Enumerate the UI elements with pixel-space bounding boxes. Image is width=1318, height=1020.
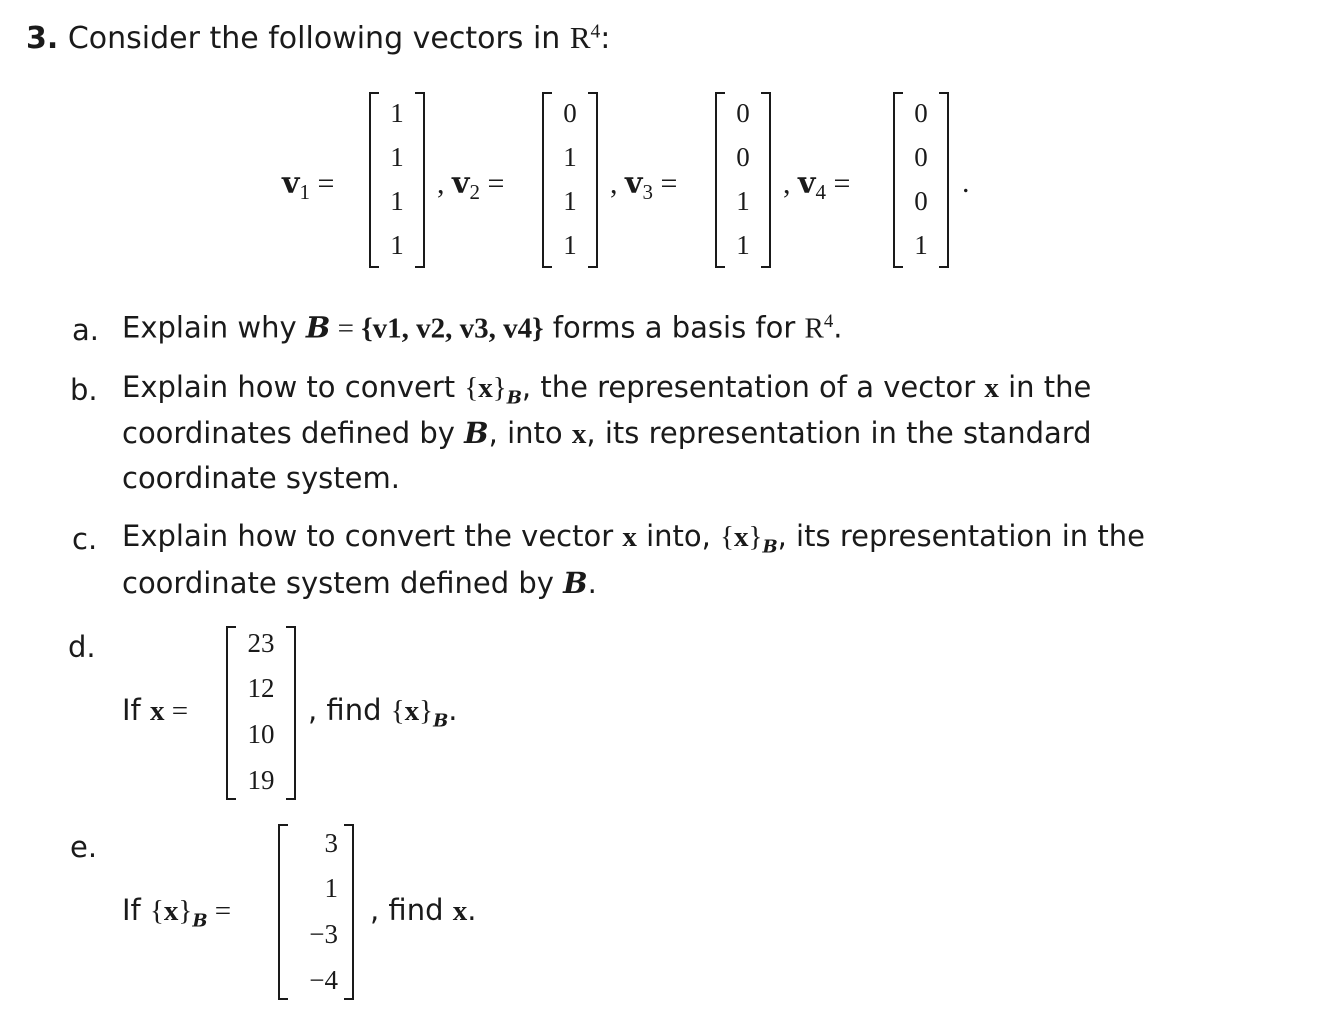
part-b-label: b. — [70, 373, 98, 407]
v3-entry: 0 — [736, 98, 750, 128]
v2-entry: 0 — [563, 98, 577, 128]
part-a-text: Explain why B = {v1, v2, v3, v4} forms a basis for $R^4$. — [122, 310, 843, 345]
part-b-line3: coordinate system. — [122, 461, 400, 495]
v2-entry: 1 — [563, 230, 577, 260]
part-e-prefix: If $\{x\}_B$ = — [122, 893, 232, 932]
part-a-label: a. — [72, 313, 99, 347]
v4-entry: 0 — [914, 142, 928, 172]
part-d-label: d. — [68, 630, 96, 664]
d-entry: 12 — [247, 673, 275, 703]
vector-v1-label: $v_1$ = — [282, 166, 335, 204]
space-symbol: R — [569, 20, 591, 55]
part-c-line1: Explain how to convert the vector x into, $\{x\}_B$, its representation in the — [122, 519, 1145, 558]
vector-v3-label: , $v_3$ = — [610, 166, 678, 204]
d-entry: 23 — [247, 628, 275, 658]
part-d-find: , find $\{x\}_B$. — [308, 693, 458, 732]
v4-entry: 1 — [914, 230, 928, 260]
e-entry: −3 — [309, 919, 338, 949]
v4-entry: 0 — [914, 186, 928, 216]
v2-entry: 1 — [563, 186, 577, 216]
d-entry: 10 — [247, 719, 275, 749]
vector-v1-matrix — [369, 92, 425, 268]
basis-set: {v1, v2, v3, v4} — [361, 312, 544, 345]
part-e-label: e. — [70, 830, 98, 864]
part-c-line2: coordinate system defined by B. — [122, 566, 597, 600]
vector-v4-label: , $v_4$ = — [783, 166, 851, 204]
vector-v2-matrix — [542, 92, 598, 268]
problem-intro: Consider the following vectors in — [67, 21, 570, 56]
space-exponent: 4 — [590, 21, 601, 43]
vector-v4-matrix — [893, 92, 949, 268]
part-d-vector-matrix — [226, 626, 296, 800]
problem-title — [26, 22, 610, 54]
vector-v2-label: , $v_2$ = — [437, 166, 505, 204]
part-d-prefix: If x = — [122, 693, 189, 727]
part-e-vector-matrix — [278, 824, 354, 1000]
part-b-line1: Explain how to convert $\{x\}_B$, the representation of a vector x in the — [122, 370, 1092, 409]
v1-entry: 1 — [390, 186, 404, 216]
part-b-line2: coordinates defined by B, into x, its representation in the standard — [122, 416, 1092, 450]
vector-v3-matrix — [715, 92, 771, 268]
v1-entry: 1 — [390, 142, 404, 172]
problem-number: 3. — [26, 21, 59, 56]
v1-entry: 1 — [390, 230, 404, 260]
v3-entry: 1 — [736, 230, 750, 260]
e-entry: −4 — [309, 965, 338, 995]
d-entry: 19 — [247, 765, 275, 795]
title-colon: : — [600, 21, 611, 56]
part-c-label: c. — [72, 522, 98, 556]
basis-symbol: B — [305, 310, 331, 345]
v1-entry: 1 — [390, 98, 404, 128]
v4-entry: 0 — [914, 98, 928, 128]
v3-entry: 1 — [736, 186, 750, 216]
e-entry: 3 — [324, 828, 338, 858]
vectors-period: . — [962, 166, 970, 199]
part-e-find: , find x. — [370, 893, 477, 927]
e-entry: 1 — [324, 873, 338, 903]
v2-entry: 1 — [563, 142, 577, 172]
v3-entry: 0 — [736, 142, 750, 172]
